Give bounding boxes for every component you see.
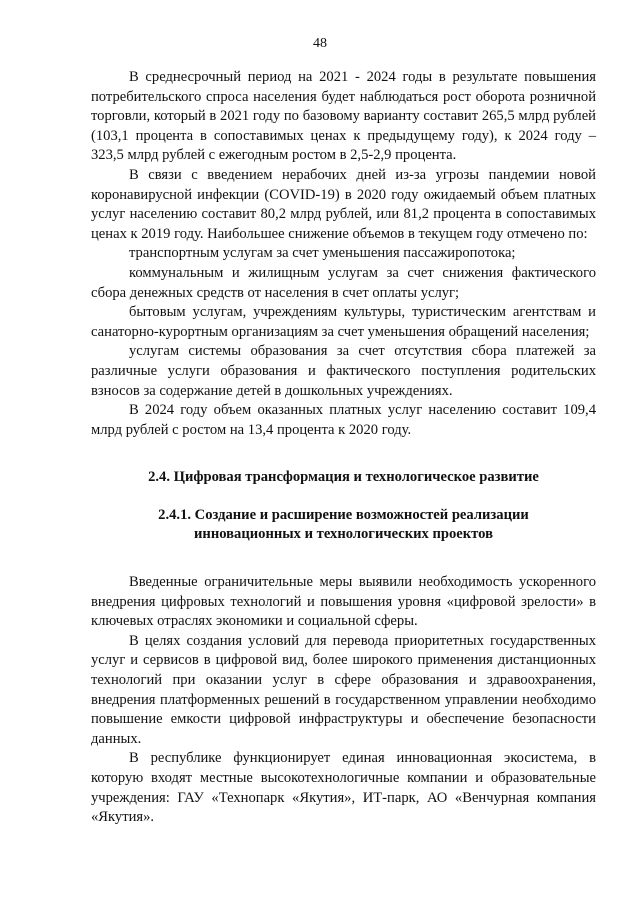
document-body — [91, 68, 596, 828]
paragraph-paid-services-2024: В 2024 году объем оказанных платных услуг населению составит 109,4 млрд рублей с ростом на 13,4 процента к 2020 году. — [91, 402, 596, 438]
paragraph-digital-maturity: Введенные ограничительные меры выявили необходимость ускоренного внедрения цифровых технологий и повышения уровня «цифровой зрелости» в ключевых отраслях экономики и социальной сферы. — [91, 574, 596, 630]
subsection-heading-line-1: 2.4.1. Создание и расширение возможностей реализации — [158, 506, 529, 523]
paragraph-innovation-ecosystem: В республике функционирует единая инновационная экосистема, в которую входят местные высокотехнологичные компании и образовательные учреждения: ГАУ «Технопарк «Якутия», ИТ-парк, АО «Венчурная компания «Якутия». — [91, 750, 596, 826]
subsection-heading-line-2: инновационных и технологических проектов — [194, 526, 493, 543]
list-item-education: услугам системы образования за счет отсутствия сбора платежей за различные услуги образования и фактического поступления родительских взносов за содержание детей в дошкольных учреждениях. — [91, 343, 596, 399]
paragraph-retail-forecast: В среднесрочный период на 2021 - 2024 годы в результате повышения потребительского спроса населения будет наблюдаться рост оборота розничной торговли, который в 2021 году по базовому варианту составит 265,5 млрд рублей (103,1 процента в сопоставимых ценах к предыдущему году), к 2024 году – 323,5 млрд рублей с ежегодным ростом в 2,5-2,9 процента. — [91, 69, 596, 164]
page-number: 48 — [313, 36, 327, 51]
section-heading: 2.4. Цифровая трансформация и технологическое развитие — [148, 469, 539, 486]
subsection-heading — [91, 506, 596, 545]
paragraph-paid-services-2020: В связи с введением нерабочих дней из-за угрозы пандемии новой коронавирусной инфекции (COVID-19) в 2020 году ожидаемый объем платных услуг населению составит 80,2 млрд рублей, или 81,2 процента в сопоставимых ценах к 2019 году. Наибольшее снижение объемов в текущем году отмечено по: — [91, 166, 596, 242]
list-item-transport: транспортным услугам за счет уменьшения пассажиропотока; — [129, 245, 516, 262]
list-item-household: бытовым услугам, учреждениям культуры, туристическим агентствам и санаторно-курортным организациям за счет уменьшения обращений населения; — [91, 304, 596, 340]
paragraph-digital-services: В целях создания условий для перевода приоритетных государственных услуг и сервисов в цифровой вид, более широкого применения дистанционных технологий при оказании услуг в сфере образования и здравоохранения, внедрения платформенных решений в государственном управлении необходимо повышение емкости цифровой инфраструктуры и обеспечение безопасности данных. — [91, 632, 596, 747]
list-item-communal: коммунальным и жилищным услугам за счет снижения фактического сбора денежных средств от населения в счет оплаты услуг; — [91, 264, 596, 301]
